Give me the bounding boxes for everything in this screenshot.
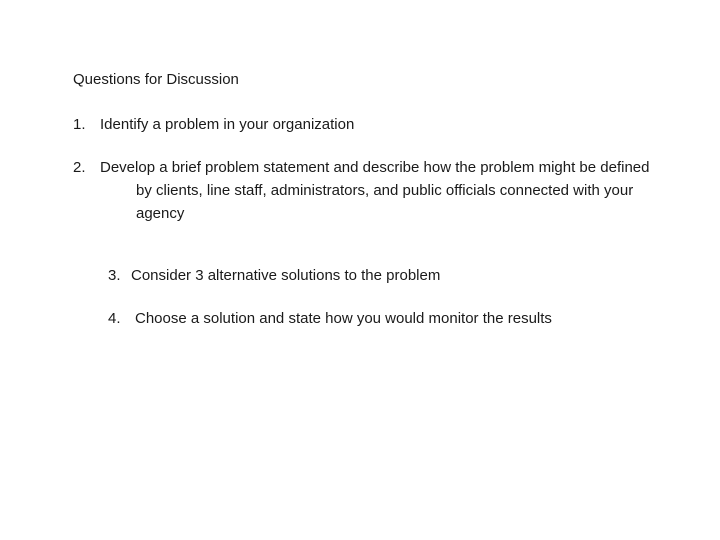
- list-item: [73, 156, 718, 225]
- list-number: 4.: [108, 310, 121, 327]
- list-text: Identify a problem in your organization: [100, 116, 355, 133]
- list-item: [73, 113, 354, 136]
- list-item: [108, 307, 552, 330]
- page-title: Questions for Discussion: [73, 71, 239, 88]
- list-text-line: agency: [136, 205, 185, 222]
- list-number: 2.: [73, 159, 86, 176]
- list-text: Consider 3 alternative solutions to the problem: [131, 267, 441, 284]
- list-text-line: by clients, line staff, administrators, and public officials connected with your: [136, 182, 634, 199]
- list-number: 3.: [108, 267, 121, 284]
- list-item: [108, 264, 440, 287]
- list-number: 1.: [73, 116, 86, 133]
- list-text: Choose a solution and state how you would monitor the results: [135, 310, 552, 327]
- list-text-line: Develop a brief problem statement and describe how the problem might be defined: [100, 159, 650, 176]
